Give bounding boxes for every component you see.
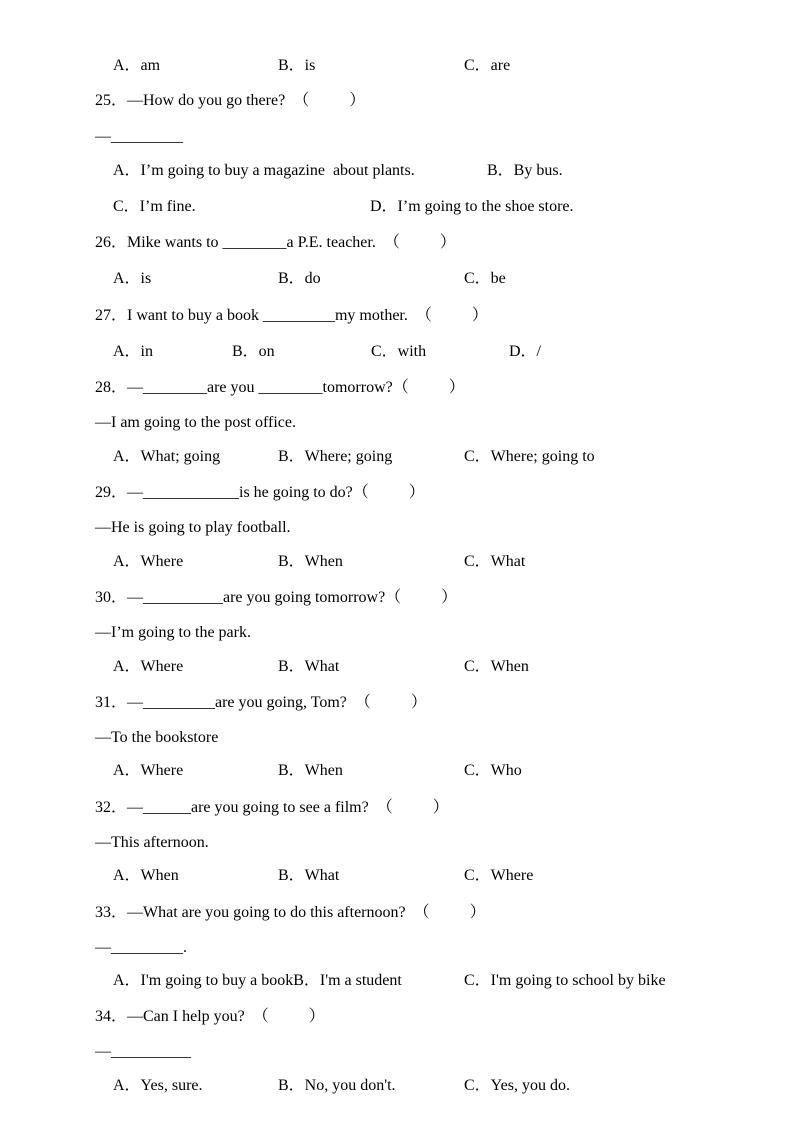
q30-stem: 30．—__________are you going tomorrow?（ ） [95, 589, 458, 606]
q33-stem: 33．—What are you going to do this afternoon? （ ） [95, 904, 486, 921]
q26-option-b: B．do [278, 270, 321, 287]
q26-stem: 26．Mike wants to ________a P.E. teacher. （ ） [95, 234, 456, 251]
q28-answer-line: —I am going to the post office. [95, 414, 296, 431]
q30-answer-line: —I’m going to the park. [95, 624, 251, 641]
q31-answer-line: —To the bookstore [95, 729, 219, 746]
q29-stem: 29．—____________is he going to do?（ ） [95, 484, 425, 501]
q25-option-c: C．I’m fine. [113, 198, 196, 215]
q26-option-a: A．is [113, 270, 152, 287]
q33-option-ab: A．I'm going to buy a bookB．I'm a student [113, 972, 402, 989]
q27-option-b: B．on [232, 343, 275, 360]
q27-option-d: D．/ [509, 343, 542, 360]
q29-answer-line: —He is going to play football. [95, 519, 291, 536]
q25-option-a: A．I’m going to buy a magazine about plants. [113, 162, 415, 179]
q32-option-a: A．When [113, 867, 179, 884]
q31-option-a: A．Where [113, 762, 184, 779]
q29-option-c: C．What [464, 553, 526, 570]
q32-option-c: C．Where [464, 867, 534, 884]
q29-option-a: A．Where [113, 553, 184, 570]
q27-option-c: C．with [371, 343, 427, 360]
q34-option-c: C．Yes, you do. [464, 1077, 570, 1094]
q24-option-b: B．is [278, 57, 316, 74]
q28-stem: 28．—________are you ________tomorrow?（ ） [95, 379, 465, 396]
q33-option-c: C．I'm going to school by bike [464, 972, 666, 989]
q28-option-c: C．Where; going to [464, 448, 595, 465]
q26-option-c: C．be [464, 270, 506, 287]
q32-answer-line: —This afternoon. [95, 834, 209, 851]
q30-option-a: A．Where [113, 658, 184, 675]
q33-answer-line: —_________. [95, 939, 187, 956]
q29-option-b: B．When [278, 553, 343, 570]
q34-answer-line: —__________ [95, 1043, 191, 1060]
q28-option-a: A．What; going [113, 448, 221, 465]
q34-option-b: B．No, you don't. [278, 1077, 396, 1094]
q34-stem: 34．—Can I help you? （ ） [95, 1008, 325, 1025]
q25-option-b: B．By bus. [487, 162, 563, 179]
q34-option-a: A．Yes, sure. [113, 1077, 203, 1094]
q31-option-b: B．When [278, 762, 343, 779]
q30-option-c: C．When [464, 658, 529, 675]
q25-stem: 25．—How do you go there? （ ） [95, 92, 366, 109]
q28-option-b: B．Where; going [278, 448, 393, 465]
q31-stem: 31．—_________are you going, Tom? （ ） [95, 694, 427, 711]
q25-answer-line: —_________ [95, 128, 183, 145]
q32-stem: 32．—______are you going to see a film? （ ） [95, 799, 449, 816]
q24-option-a: A．am [113, 57, 161, 74]
q25-option-d: D．I’m going to the shoe store. [370, 198, 574, 215]
q32-option-b: B．What [278, 867, 340, 884]
q24-option-c: C．are [464, 57, 511, 74]
q27-stem: 27．I want to buy a book _________my mother. （ ） [95, 307, 488, 324]
q30-option-b: B．What [278, 658, 340, 675]
q27-option-a: A．in [113, 343, 154, 360]
q31-option-c: C．Who [464, 762, 522, 779]
